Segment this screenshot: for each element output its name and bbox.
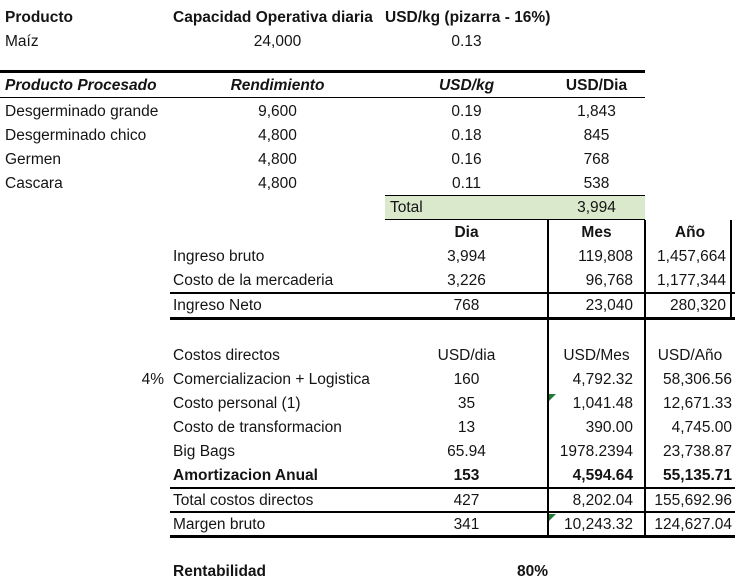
cell-ano[interactable]: 23,738.87 [663, 443, 732, 461]
resumen-header-row [0, 221, 735, 245]
cell-comment-icon [549, 394, 556, 401]
cell-dia[interactable]: 153 [453, 467, 480, 485]
cell-label[interactable]: Amortizacion Anual [173, 467, 318, 485]
table-row-costo-transformacion [0, 416, 735, 440]
cell-label[interactable]: Ingreso bruto [173, 248, 265, 266]
cell-label[interactable]: Total costos directos [173, 492, 314, 510]
cell-dia-header[interactable]: Dia [454, 224, 479, 242]
cell-dia[interactable]: 341 [453, 516, 480, 534]
cell-dia[interactable]: 3,994 [447, 248, 486, 266]
cell-producto-procesado-header[interactable]: Producto Procesado [5, 76, 157, 94]
cell-usdkg-valor[interactable]: 0.13 [451, 33, 482, 51]
divider-header-underline [0, 97, 645, 99]
cell-usdkg[interactable]: 0.18 [451, 127, 482, 145]
cell-mes[interactable]: 10,243.32 [564, 516, 633, 534]
cell-usdkg[interactable]: 0.19 [451, 103, 482, 121]
cell-ano[interactable]: 58,306.56 [663, 371, 732, 389]
cell-usdkg-pizarra-header[interactable]: USD/kg (pizarra - 16%) [385, 9, 551, 27]
cell-usdmes-header[interactable]: USD/Mes [563, 347, 630, 365]
cell-porcentaje[interactable]: 4% [141, 371, 164, 389]
divider-thick-ingreso-neto-bottom [170, 317, 735, 320]
cell-ano[interactable]: 124,627.04 [654, 516, 732, 534]
total-row [385, 195, 645, 220]
cell-rendimiento[interactable]: 4,800 [258, 127, 297, 145]
cell-capacidad-header[interactable]: Capacidad Operativa diaria [173, 9, 373, 27]
cell-label[interactable]: Desgerminado grande [5, 103, 159, 121]
cell-mes[interactable]: 23,040 [585, 297, 633, 315]
cell-producto-header[interactable]: Producto [5, 9, 74, 27]
cell-label[interactable]: Cascara [5, 175, 63, 193]
table-row-ingreso-bruto [0, 245, 735, 269]
table-row-amortizacion-anual [0, 464, 735, 488]
costos-header-row [0, 344, 735, 368]
cell-ano[interactable]: 1,177,344 [657, 272, 726, 290]
cell-mes[interactable]: 119,808 [578, 248, 633, 266]
divider-thick-top [0, 70, 645, 73]
cell-mes[interactable]: 390.00 [585, 419, 633, 437]
cell-rendimiento[interactable]: 4,800 [258, 151, 297, 169]
cell-usddia-header[interactable]: USD/dia [437, 347, 496, 365]
rentabilidad-row [0, 560, 735, 583]
cell-costos-directos-header[interactable]: Costos directos [173, 347, 280, 365]
table-row-ingreso-neto [0, 294, 735, 318]
cell-rendimiento[interactable]: 9,600 [258, 103, 297, 121]
table-row-total-costos-directos [0, 489, 735, 513]
cell-dia[interactable]: 13 [457, 419, 476, 437]
table-row-germen [0, 148, 735, 172]
procesado-header-row [0, 74, 735, 98]
cell-label[interactable]: Germen [5, 151, 61, 169]
capacidad-header-row [0, 6, 735, 30]
cell-dia[interactable]: 160 [453, 371, 480, 389]
cell-ano[interactable]: 55,135.71 [663, 467, 732, 485]
cell-usddia[interactable]: 1,843 [577, 103, 616, 121]
cell-mes[interactable]: 96,768 [585, 272, 633, 290]
table-row-desgerminado-grande [0, 100, 735, 124]
cell-ano[interactable]: 12,671.33 [663, 395, 732, 413]
capacidad-data-row [0, 30, 735, 54]
cell-mes[interactable]: 8,202.04 [572, 492, 633, 510]
cell-label[interactable]: Comercializacion + Logistica [173, 371, 370, 389]
cell-label[interactable]: Costo de la mercaderia [173, 272, 334, 290]
table-row-cascara [0, 172, 735, 196]
table-row-costo-personal [0, 392, 735, 416]
cell-dia[interactable]: 35 [457, 395, 476, 413]
cell-mes[interactable]: 1,041.48 [572, 395, 633, 413]
table-row-desgerminado-chico [0, 124, 735, 148]
cell-dia[interactable]: 768 [453, 297, 480, 315]
cell-rendimiento[interactable]: 4,800 [258, 175, 297, 193]
cell-usddia[interactable]: 845 [583, 127, 610, 145]
cell-total-label[interactable]: Total [390, 198, 423, 216]
cell-usdano-header[interactable]: USD/Año [657, 347, 723, 365]
cell-label[interactable]: Ingreso Neto [173, 297, 262, 315]
cell-producto-maiz[interactable]: Maíz [5, 33, 39, 51]
table-row-big-bags [0, 440, 735, 464]
cell-usddia[interactable]: 768 [583, 151, 610, 169]
table-row-costo-mercaderia [0, 269, 735, 293]
cell-dia[interactable]: 427 [453, 492, 480, 510]
cell-mes[interactable]: 4,792.32 [572, 371, 633, 389]
cell-rendimiento-header[interactable]: Rendimiento [230, 76, 325, 94]
cell-total-value[interactable]: 3,994 [577, 198, 616, 216]
cell-mes[interactable]: 1978.2394 [559, 443, 633, 461]
cell-usddia-header[interactable]: USD/Dia [565, 76, 628, 94]
cell-dia[interactable]: 65.94 [447, 443, 486, 461]
cell-dia[interactable]: 3,226 [447, 272, 486, 290]
cell-usddia[interactable]: 538 [583, 175, 610, 193]
table-row-margen-bruto [0, 513, 735, 537]
cell-label[interactable]: Margen bruto [173, 516, 266, 534]
cell-label[interactable]: Big Bags [173, 443, 236, 461]
cell-rentabilidad-label[interactable]: Rentabilidad [173, 563, 267, 581]
cell-label[interactable]: Desgerminado chico [5, 127, 147, 145]
cell-label[interactable]: Costo de transformacion [173, 419, 342, 437]
cell-usdkg[interactable]: 0.11 [451, 175, 482, 193]
cell-ano[interactable]: 1,457,664 [657, 248, 726, 266]
cell-label[interactable]: Costo personal (1) [173, 395, 301, 413]
cell-rentabilidad-value[interactable]: 80% [516, 563, 548, 581]
cell-ano[interactable]: 280,320 [669, 297, 726, 315]
table-row-comercializacion [0, 368, 735, 392]
cell-comment-icon [549, 514, 556, 521]
cell-ano-header[interactable]: Año [674, 224, 706, 242]
cell-usdkg-header[interactable]: USD/kg [438, 76, 495, 94]
cell-ano[interactable]: 4,745.00 [671, 419, 732, 437]
cell-mes-header[interactable]: Mes [581, 224, 612, 242]
cell-mes[interactable]: 4,594.64 [572, 467, 633, 485]
divider-thick-bottom [170, 535, 735, 538]
cell-usdkg[interactable]: 0.16 [451, 151, 482, 169]
cell-ano[interactable]: 155,692.96 [654, 492, 732, 510]
cell-capacidad-valor[interactable]: 24,000 [253, 33, 302, 51]
